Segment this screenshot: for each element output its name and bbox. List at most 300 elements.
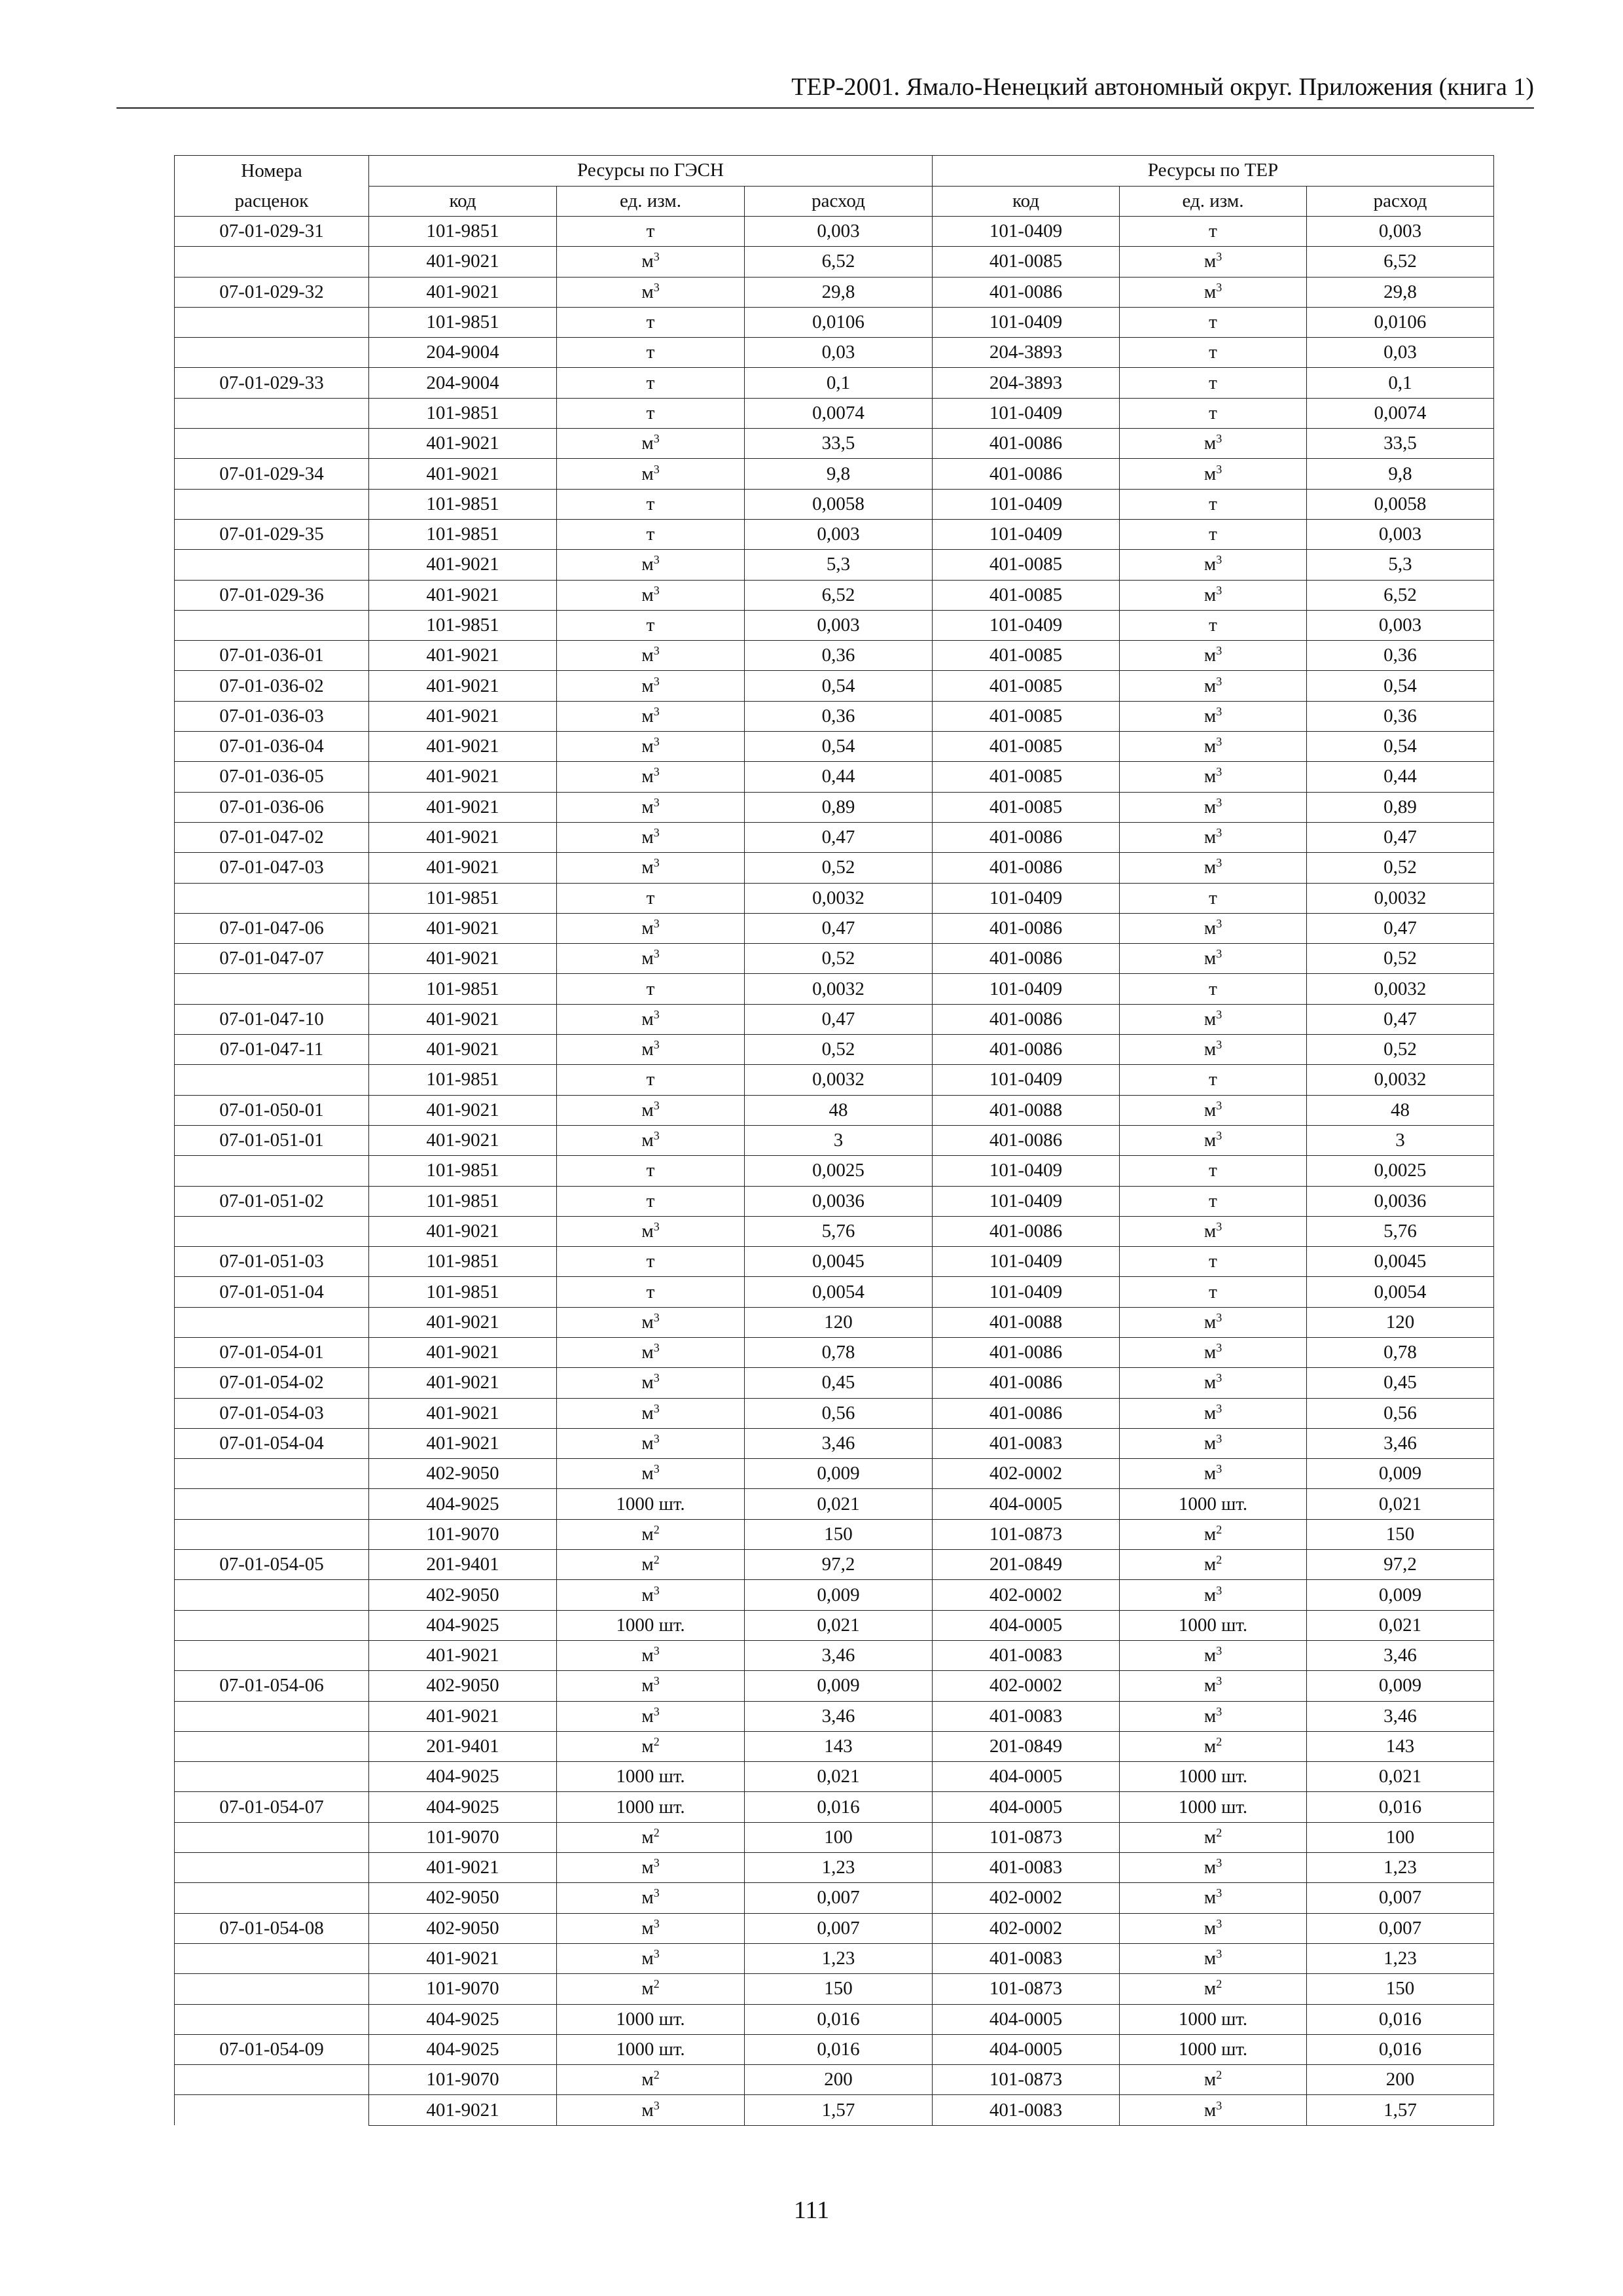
rate-number-cell — [175, 307, 369, 337]
unit-exponent: 3 — [1216, 1674, 1222, 1688]
ter-code-cell: 401-0086 — [933, 1125, 1120, 1155]
gesn-unit-cell: $м^3$ — [557, 1853, 745, 1883]
ter-unit-cell: $м^3$ — [1120, 732, 1307, 762]
unit-exponent: 3 — [1216, 1947, 1222, 1961]
rate-number-cell: 07-01-051-01 — [175, 1125, 369, 1155]
rate-number-cell: 07-01-036-05 — [175, 762, 369, 792]
unit-exponent: 3 — [1216, 280, 1222, 294]
ter-unit-cell: $м^3$ — [1120, 671, 1307, 701]
ter-code-header: код — [933, 186, 1120, 217]
ter-consumption-cell: 0,0106 — [1307, 307, 1494, 337]
unit-exponent: 3 — [653, 1432, 660, 1446]
rate-number-cell — [175, 1640, 369, 1670]
ter-code-cell: 401-0083 — [933, 1428, 1120, 1458]
unit-exponent: 2 — [1216, 2068, 1222, 2082]
rate-number-cell: 07-01-047-11 — [175, 1035, 369, 1065]
ter-unit-cell: $м^3$ — [1120, 1368, 1307, 1398]
gesn-consumption-cell: 6,52 — [745, 247, 933, 277]
unit-exponent: 3 — [1216, 765, 1222, 779]
rate-number-cell — [175, 1731, 369, 1761]
unit-exponent: 3 — [1216, 1704, 1222, 1718]
ter-code-cell: 401-0086 — [933, 1035, 1120, 1065]
gesn-unit-cell: 1000 шт. — [557, 1489, 745, 1519]
gesn-consumption-cell: 0,47 — [745, 1004, 933, 1034]
ter-unit-cell: $м^3$ — [1120, 701, 1307, 731]
gesn-code-cell: 204-9004 — [369, 368, 557, 398]
gesn-consumption-cell: 0,016 — [745, 2034, 933, 2064]
unit-exponent: 3 — [1216, 856, 1222, 870]
table-row — [175, 580, 1494, 610]
rate-number-cell — [175, 2004, 369, 2034]
gesn-unit-cell: $м^3$ — [557, 944, 745, 974]
rate-number-cell: 07-01-036-02 — [175, 671, 369, 701]
gesn-consumption-cell: 1,23 — [745, 1853, 933, 1883]
ter-code-cell: 401-0083 — [933, 2095, 1120, 2125]
table-row — [175, 307, 1494, 337]
rate-number-cell: 07-01-054-07 — [175, 1792, 369, 1822]
gesn-consumption-cell: 6,52 — [745, 580, 933, 610]
ter-consumption-cell: 3 — [1307, 1125, 1494, 1155]
gesn-unit-cell: 1000 шт. — [557, 2034, 745, 2064]
rate-number-cell — [175, 1610, 369, 1640]
ter-code-cell: 401-0085 — [933, 671, 1120, 701]
gesn-unit-cell: $м^3$ — [557, 1671, 745, 1701]
ter-code-cell: 401-0086 — [933, 277, 1120, 307]
ter-resources-header: Ресурсы по ТЕР — [933, 156, 1494, 187]
table-row — [175, 1095, 1494, 1125]
ter-code-cell: 101-0409 — [933, 974, 1120, 1004]
ter-unit-cell: $м^3$ — [1120, 1428, 1307, 1458]
gesn-consumption-cell: 3,46 — [745, 1428, 933, 1458]
gesn-unit-cell: т — [557, 338, 745, 368]
gesn-code-cell: 401-9021 — [369, 1853, 557, 1883]
ter-consumption-cell: 0,021 — [1307, 1610, 1494, 1640]
gesn-unit-cell: $м^3$ — [557, 1368, 745, 1398]
rate-number-cell — [175, 247, 369, 277]
table-row — [175, 2095, 1494, 2125]
ter-code-cell: 401-0083 — [933, 1701, 1120, 1731]
ter-consumption-cell: 0,021 — [1307, 1762, 1494, 1792]
ter-consumption-cell: 150 — [1307, 1974, 1494, 2004]
ter-code-cell: 404-0005 — [933, 2034, 1120, 2064]
unit-exponent: 3 — [653, 1674, 660, 1688]
ter-code-cell: 401-0086 — [933, 1216, 1120, 1246]
ter-unit-cell: $м^2$ — [1120, 2065, 1307, 2095]
gesn-code-cell: 401-9021 — [369, 822, 557, 852]
gesn-code-cell: 404-9025 — [369, 1792, 557, 1822]
ter-unit-cell: $м^3$ — [1120, 1883, 1307, 1913]
table-row — [175, 489, 1494, 519]
gesn-consumption-cell: 0,0032 — [745, 883, 933, 913]
rate-number-cell: 07-01-047-03 — [175, 853, 369, 883]
gesn-unit-cell: $м^3$ — [557, 1337, 745, 1367]
ter-unit-cell: $м^3$ — [1120, 1459, 1307, 1489]
gesn-unit-cell: $м^3$ — [557, 1004, 745, 1034]
gesn-consumption-cell: 143 — [745, 1731, 933, 1761]
ter-code-cell: 401-0086 — [933, 1368, 1120, 1398]
table-row — [175, 1701, 1494, 1731]
gesn-unit-cell: т — [557, 610, 745, 640]
ter-code-cell: 401-0085 — [933, 792, 1120, 822]
ter-consumption-cell: 200 — [1307, 2065, 1494, 2095]
gesn-consumption-cell: 0,0058 — [745, 489, 933, 519]
ter-consumption-cell: 0,016 — [1307, 1792, 1494, 1822]
ter-code-cell: 401-0083 — [933, 1640, 1120, 1670]
gesn-unit-cell: 1000 шт. — [557, 2004, 745, 2034]
gesn-code-cell: 101-9070 — [369, 1974, 557, 2004]
gesn-code-cell: 401-9021 — [369, 701, 557, 731]
unit-exponent: 3 — [1216, 735, 1222, 749]
gesn-code-cell: 101-9851 — [369, 1277, 557, 1307]
rate-number-cell — [175, 1943, 369, 1973]
ter-consumption-cell: 0,78 — [1307, 1337, 1494, 1367]
gesn-consumption-cell: 0,0074 — [745, 398, 933, 428]
gesn-code-cell: 204-9004 — [369, 338, 557, 368]
gesn-unit-cell: $м^3$ — [557, 1640, 745, 1670]
ter-unit-cell: $м^3$ — [1120, 580, 1307, 610]
ter-consumption-cell: 0,009 — [1307, 1580, 1494, 1610]
ter-consumption-cell: 0,009 — [1307, 1671, 1494, 1701]
gesn-unit-cell: $м^3$ — [557, 580, 745, 610]
ter-code-cell: 201-0849 — [933, 1731, 1120, 1761]
gesn-unit-cell: $м^3$ — [557, 1913, 745, 1943]
gesn-unit-cell: $м^2$ — [557, 1822, 745, 1852]
ter-unit-cell: $м^3$ — [1120, 762, 1307, 792]
gesn-unit-cell: т — [557, 519, 745, 549]
gesn-unit-cell: $м^2$ — [557, 1519, 745, 1549]
ter-code-cell: 101-0873 — [933, 1519, 1120, 1549]
gesn-code-cell: 401-9021 — [369, 1125, 557, 1155]
gesn-code-cell: 101-9851 — [369, 610, 557, 640]
rate-number-cell: 07-01-051-02 — [175, 1186, 369, 1216]
rate-number-cell — [175, 429, 369, 459]
rate-number-cell: 07-01-050-01 — [175, 1095, 369, 1125]
rate-number-cell — [175, 1489, 369, 1519]
gesn-unit-cell: $м^3$ — [557, 1943, 745, 1973]
ter-unit-cell: $м^3$ — [1120, 429, 1307, 459]
rate-number-cell — [175, 1580, 369, 1610]
table-row — [175, 792, 1494, 822]
unit-exponent: 2 — [653, 1735, 660, 1749]
ter-unit-cell: $м^3$ — [1120, 944, 1307, 974]
unit-exponent: 2 — [1216, 1523, 1222, 1537]
table-row — [175, 1519, 1494, 1549]
rate-number-cell — [175, 1216, 369, 1246]
gesn-code-cell: 401-9021 — [369, 1216, 557, 1246]
unit-exponent: 3 — [653, 1310, 660, 1324]
gesn-unit-cell: $м^2$ — [557, 1974, 745, 2004]
unit-exponent: 3 — [653, 553, 660, 567]
ter-consumption-cell: 0,003 — [1307, 610, 1494, 640]
unit-exponent: 2 — [653, 1553, 660, 1567]
ter-consumption-cell: 0,52 — [1307, 1035, 1494, 1065]
ter-code-cell: 101-0409 — [933, 1156, 1120, 1186]
unit-exponent: 2 — [653, 2068, 660, 2082]
ter-unit-cell: т — [1120, 489, 1307, 519]
unit-exponent: 3 — [1216, 1371, 1222, 1385]
gesn-code-cell: 401-9021 — [369, 277, 557, 307]
table-row — [175, 1065, 1494, 1095]
ter-unit-cell: т — [1120, 1247, 1307, 1277]
ter-unit-cell: $м^3$ — [1120, 1125, 1307, 1155]
gesn-unit-cell: $м^3$ — [557, 459, 745, 489]
rate-number-cell — [175, 1519, 369, 1549]
gesn-unit-cell: $м^2$ — [557, 2065, 745, 2095]
gesn-unit-cell: $м^2$ — [557, 1550, 745, 1580]
unit-exponent: 2 — [1216, 1977, 1222, 1991]
gesn-unit-cell: т — [557, 1065, 745, 1095]
gesn-consumption-cell: 0,78 — [745, 1337, 933, 1367]
ter-consumption-cell: 0,47 — [1307, 822, 1494, 852]
page-number: 111 — [793, 2197, 830, 2224]
table-header-row-groups — [175, 156, 1494, 187]
table-row — [175, 1580, 1494, 1610]
table-row — [175, 1277, 1494, 1307]
ter-code-cell: 101-0409 — [933, 1277, 1120, 1307]
table-header — [175, 156, 1494, 217]
table-row — [175, 1762, 1494, 1792]
ter-consumption-cell: 0,54 — [1307, 732, 1494, 762]
ter-unit-cell: $м^2$ — [1120, 1550, 1307, 1580]
ter-consumption-cell: 0,0032 — [1307, 974, 1494, 1004]
unit-exponent: 3 — [1216, 1583, 1222, 1597]
rate-number-cell: 07-01-036-04 — [175, 732, 369, 762]
unit-exponent: 3 — [653, 674, 660, 688]
rate-number-cell: 07-01-036-01 — [175, 641, 369, 671]
gesn-consumption-cell: 5,76 — [745, 1216, 933, 1246]
unit-exponent: 2 — [1216, 1826, 1222, 1839]
gesn-consumption-cell: 29,8 — [745, 277, 933, 307]
table-row — [175, 701, 1494, 731]
rate-number-cell: 07-01-029-34 — [175, 459, 369, 489]
gesn-code-cell: 401-9021 — [369, 853, 557, 883]
ter-unit-cell: т — [1120, 610, 1307, 640]
unit-exponent: 3 — [653, 1886, 660, 1900]
ter-consumption-cell: 0,016 — [1307, 2034, 1494, 2064]
ter-code-cell: 401-0086 — [933, 853, 1120, 883]
gesn-code-cell: 401-9021 — [369, 550, 557, 580]
ter-code-cell: 401-0085 — [933, 580, 1120, 610]
rate-number-cell — [175, 338, 369, 368]
rate-number-cell — [175, 1853, 369, 1883]
ter-unit-cell: $м^2$ — [1120, 1822, 1307, 1852]
gesn-code-cell: 101-9851 — [369, 1065, 557, 1095]
ter-unit-cell: $м^3$ — [1120, 1943, 1307, 1973]
rate-number-cell — [175, 398, 369, 428]
unit-exponent: 3 — [653, 856, 660, 870]
gesn-consumption-cell: 0,54 — [745, 671, 933, 701]
table-row — [175, 2004, 1494, 2034]
unit-exponent: 3 — [1216, 432, 1222, 446]
unit-exponent: 3 — [653, 1947, 660, 1961]
ter-code-cell: 401-0086 — [933, 1398, 1120, 1428]
unit-exponent: 3 — [653, 1371, 660, 1385]
resource-table — [174, 155, 1494, 2126]
gesn-consumption-cell: 9,8 — [745, 459, 933, 489]
unit-exponent: 3 — [653, 432, 660, 446]
ter-unit-cell: $м^3$ — [1120, 853, 1307, 883]
gesn-code-cell: 101-9851 — [369, 1156, 557, 1186]
gesn-unit-cell: т — [557, 1156, 745, 1186]
gesn-consumption-cell: 33,5 — [745, 429, 933, 459]
unit-exponent: 3 — [1216, 917, 1222, 931]
ter-consumption-cell: 0,0045 — [1307, 1247, 1494, 1277]
table-body — [175, 217, 1494, 2126]
unit-exponent: 3 — [653, 947, 660, 961]
rate-number-cell: 07-01-029-31 — [175, 217, 369, 247]
unit-exponent: 3 — [653, 1462, 660, 1476]
table-row — [175, 1459, 1494, 1489]
table-row — [175, 338, 1494, 368]
gesn-code-cell: 402-9050 — [369, 1913, 557, 1943]
unit-exponent: 3 — [1216, 1220, 1222, 1234]
ter-unit-cell: т — [1120, 1186, 1307, 1216]
ter-code-cell: 101-0409 — [933, 1247, 1120, 1277]
table-row — [175, 217, 1494, 247]
rate-number-cell: 07-01-047-07 — [175, 944, 369, 974]
ter-consumption-cell: 97,2 — [1307, 1550, 1494, 1580]
ter-code-cell: 401-0085 — [933, 247, 1120, 277]
unit-exponent: 3 — [1216, 705, 1222, 719]
unit-exponent: 3 — [1216, 1007, 1222, 1021]
rate-number-cell: 07-01-054-02 — [175, 1368, 369, 1398]
gesn-unit-cell: $м^3$ — [557, 429, 745, 459]
unit-exponent: 3 — [653, 765, 660, 779]
unit-exponent: 3 — [1216, 583, 1222, 597]
unit-exponent: 3 — [1216, 644, 1222, 658]
ter-unit-cell: $м^3$ — [1120, 2095, 1307, 2125]
ter-consumption-cell: 0,52 — [1307, 853, 1494, 883]
ter-consumption-cell: 150 — [1307, 1519, 1494, 1549]
gesn-unit-cell: т — [557, 307, 745, 337]
table-row — [175, 429, 1494, 459]
gesn-code-cell: 101-9851 — [369, 974, 557, 1004]
ter-unit-cell: $м^3$ — [1120, 1701, 1307, 1731]
ter-consumption-cell: 0,0054 — [1307, 1277, 1494, 1307]
ter-code-cell: 404-0005 — [933, 1762, 1120, 1792]
gesn-consumption-cell: 0,36 — [745, 701, 933, 731]
ter-code-cell: 101-0409 — [933, 398, 1120, 428]
gesn-consumption-cell: 0,52 — [745, 1035, 933, 1065]
ter-consumption-cell: 100 — [1307, 1822, 1494, 1852]
ter-code-cell: 204-3893 — [933, 368, 1120, 398]
gesn-consumption-cell: 0,03 — [745, 338, 933, 368]
ter-consumption-cell: 0,1 — [1307, 368, 1494, 398]
unit-exponent: 3 — [653, 826, 660, 840]
ter-code-cell: 404-0005 — [933, 2004, 1120, 2034]
gesn-consumption-cell: 0,0032 — [745, 1065, 933, 1095]
gesn-consumption-cell: 0,016 — [745, 2004, 933, 2034]
ter-consumption-cell: 0,52 — [1307, 944, 1494, 974]
unit-exponent: 3 — [1216, 1038, 1222, 1052]
table-header-row-columns — [175, 186, 1494, 217]
ter-code-cell: 401-0086 — [933, 944, 1120, 974]
gesn-code-cell: 101-9851 — [369, 1186, 557, 1216]
rate-number-cell: 07-01-047-06 — [175, 913, 369, 943]
unit-exponent: 3 — [653, 1098, 660, 1112]
gesn-unit-header: ед. изм. — [557, 186, 745, 217]
ter-code-cell: 402-0002 — [933, 1580, 1120, 1610]
gesn-unit-cell: т — [557, 217, 745, 247]
rate-number-cell: 07-01-054-01 — [175, 1337, 369, 1367]
rate-number-cell — [175, 550, 369, 580]
gesn-unit-cell: $м^3$ — [557, 1883, 745, 1913]
gesn-code-cell: 101-9070 — [369, 1822, 557, 1852]
unit-exponent: 3 — [1216, 1856, 1222, 1870]
gesn-code-cell: 401-9021 — [369, 1004, 557, 1034]
ter-consumption-cell: 0,0025 — [1307, 1156, 1494, 1186]
ter-unit-cell: $м^3$ — [1120, 1337, 1307, 1367]
gesn-consumption-cell: 0,0045 — [745, 1247, 933, 1277]
gesn-unit-cell: $м^3$ — [557, 671, 745, 701]
unit-exponent: 3 — [653, 1129, 660, 1143]
ter-code-cell: 101-0409 — [933, 489, 1120, 519]
gesn-code-cell: 404-9025 — [369, 2034, 557, 2064]
unit-exponent: 3 — [653, 250, 660, 264]
ter-code-cell: 101-0409 — [933, 883, 1120, 913]
ter-consumption-cell: 0,009 — [1307, 1459, 1494, 1489]
gesn-code-cell: 401-9021 — [369, 1368, 557, 1398]
gesn-consumption-header: расход — [745, 186, 933, 217]
table-row — [175, 913, 1494, 943]
table-row — [175, 277, 1494, 307]
ter-unit-cell: т — [1120, 1156, 1307, 1186]
gesn-consumption-cell: 0,44 — [745, 762, 933, 792]
ter-code-cell: 101-0409 — [933, 1186, 1120, 1216]
gesn-code-cell: 404-9025 — [369, 2004, 557, 2034]
table-row — [175, 1974, 1494, 2004]
gesn-unit-cell: $м^3$ — [557, 641, 745, 671]
gesn-unit-cell: $м^3$ — [557, 1428, 745, 1458]
ter-code-cell: 101-0409 — [933, 519, 1120, 549]
table-row — [175, 1216, 1494, 1246]
gesn-unit-cell: т — [557, 398, 745, 428]
ter-unit-cell: $м^3$ — [1120, 247, 1307, 277]
rate-number-cell: 07-01-051-03 — [175, 1247, 369, 1277]
gesn-code-cell: 401-9021 — [369, 580, 557, 610]
rate-number-cell — [175, 1459, 369, 1489]
gesn-code-cell: 402-9050 — [369, 1671, 557, 1701]
table-row — [175, 883, 1494, 913]
gesn-consumption-cell: 0,89 — [745, 792, 933, 822]
ter-code-cell: 201-0849 — [933, 1550, 1120, 1580]
unit-exponent: 3 — [1216, 1886, 1222, 1900]
gesn-unit-cell: т — [557, 1186, 745, 1216]
gesn-unit-cell: т — [557, 489, 745, 519]
ter-unit-cell: т — [1120, 519, 1307, 549]
ter-consumption-cell: 0,007 — [1307, 1883, 1494, 1913]
rate-number-cell: 07-01-047-10 — [175, 1004, 369, 1034]
gesn-consumption-cell: 120 — [745, 1307, 933, 1337]
gesn-unit-cell: т — [557, 1247, 745, 1277]
gesn-consumption-cell: 0,0054 — [745, 1277, 933, 1307]
table-row — [175, 1004, 1494, 1034]
gesn-code-cell: 401-9021 — [369, 1337, 557, 1367]
gesn-consumption-cell: 0,45 — [745, 1368, 933, 1398]
table-row — [175, 944, 1494, 974]
unit-exponent: 3 — [653, 2098, 660, 2112]
table-row — [175, 459, 1494, 489]
rate-number-cell: 07-01-047-02 — [175, 822, 369, 852]
gesn-unit-cell: $м^3$ — [557, 1701, 745, 1731]
unit-exponent: 3 — [653, 795, 660, 809]
ter-consumption-cell: 1,57 — [1307, 2095, 1494, 2125]
rate-number-cell: 07-01-029-36 — [175, 580, 369, 610]
ter-unit-cell: т — [1120, 1277, 1307, 1307]
rate-number-cell — [175, 2095, 369, 2125]
gesn-unit-cell: $м^3$ — [557, 247, 745, 277]
ter-unit-cell: т — [1120, 307, 1307, 337]
